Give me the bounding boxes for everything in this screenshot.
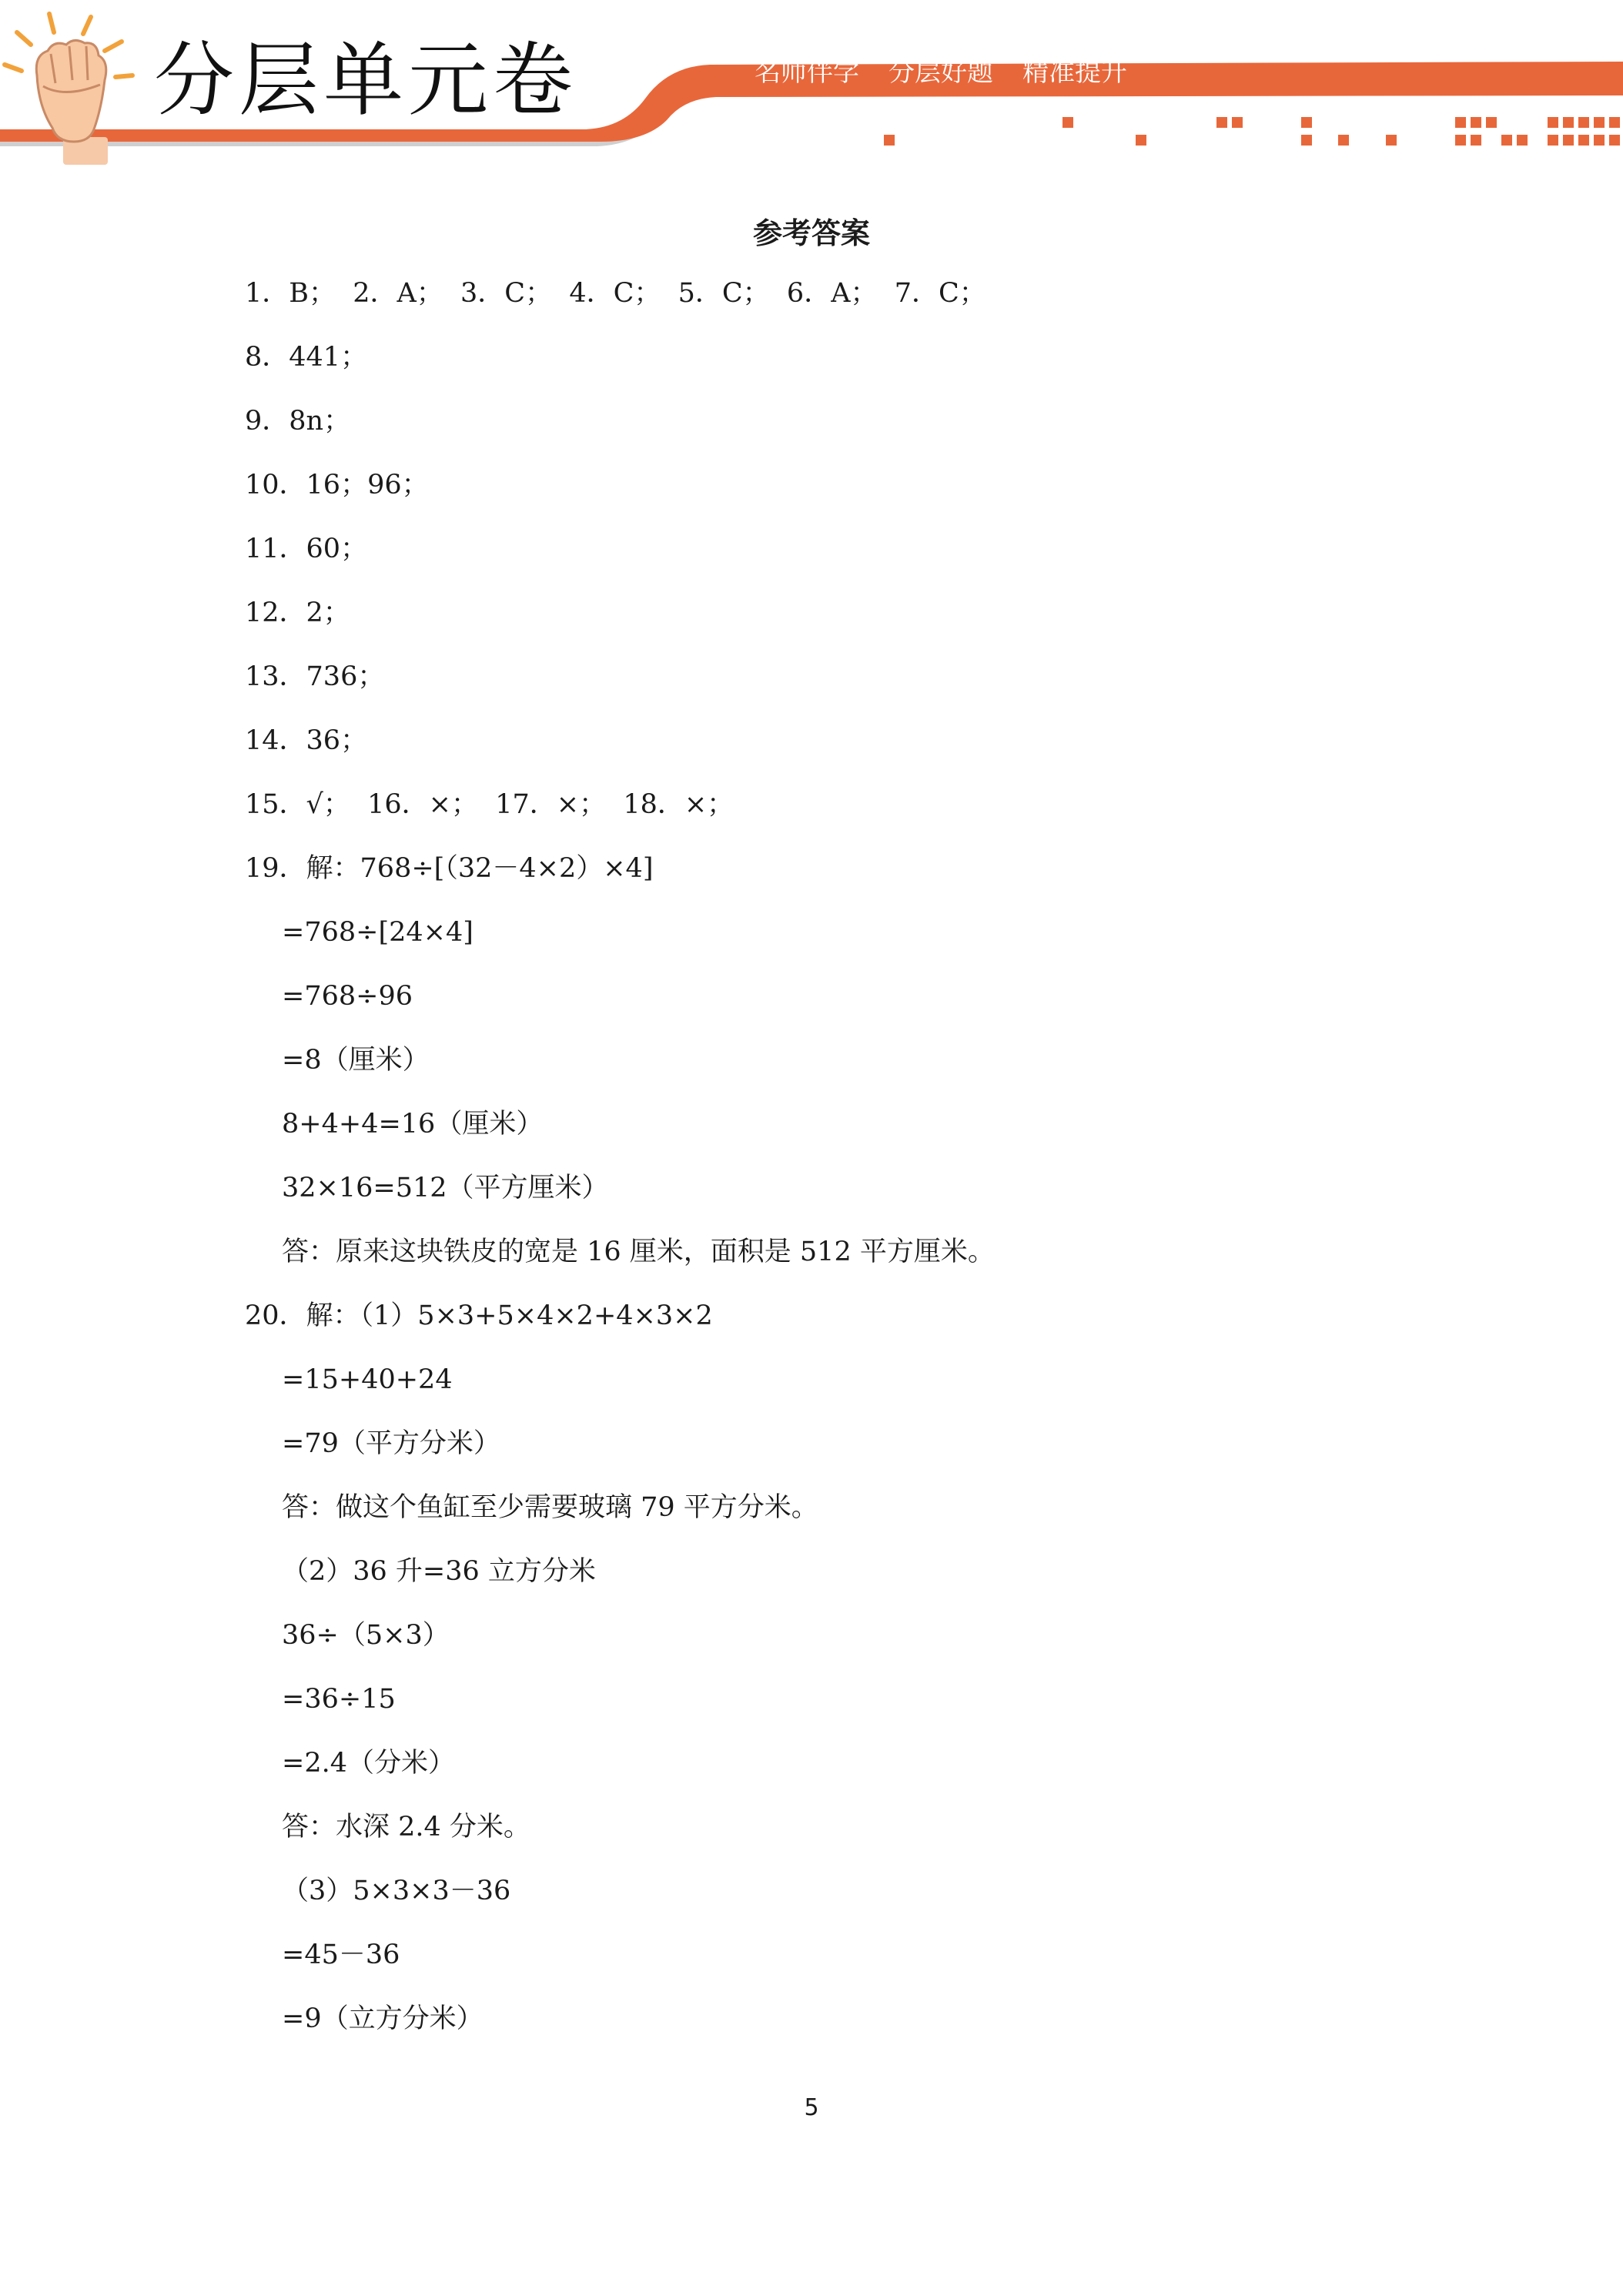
answer-line: 答：原来这块铁皮的宽是 16 厘米，面积是 512 平方厘米。 bbox=[282, 1237, 995, 1267]
answer-line: =36÷15 bbox=[282, 1684, 396, 1715]
answer-line: 14．36； bbox=[245, 725, 368, 756]
answer-line: 36÷（5×3） bbox=[282, 1620, 450, 1651]
page-number: 5 bbox=[804, 2094, 819, 2121]
page-header bbox=[0, 0, 1623, 166]
answer-line: =768÷[24×4] bbox=[282, 917, 474, 948]
answer-line: =79（平方分米） bbox=[282, 1428, 500, 1459]
answer-line: 19．解：768÷[（32－4×2）×4] bbox=[245, 853, 654, 884]
answer-list bbox=[245, 273, 995, 2063]
answer-line: 13．736； bbox=[245, 661, 385, 692]
answer-line: =8（厘米） bbox=[282, 1045, 430, 1076]
answer-line: =768÷96 bbox=[282, 981, 413, 1012]
answer-line: 答：做这个鱼缸至少需要玻璃 79 平方分米。 bbox=[282, 1492, 818, 1523]
slogan-item: 名师伴学 bbox=[755, 57, 859, 88]
answer-line: （2）36 升=36 立方分米 bbox=[282, 1556, 596, 1587]
answer-line: =2.4（分米） bbox=[282, 1748, 455, 1779]
answer-line: 8+4+4=16（厘米） bbox=[282, 1109, 544, 1140]
answer-line: 8．441； bbox=[245, 342, 368, 373]
answer-line: （3）5×3×3－36 bbox=[282, 1876, 511, 1906]
answer-line: =15+40+24 bbox=[282, 1364, 453, 1395]
answer-line: 11．60； bbox=[245, 534, 368, 564]
answer-line: =9（立方分米） bbox=[282, 2003, 484, 2034]
header-slogan bbox=[755, 57, 1156, 88]
brand-title: 分层单元卷 bbox=[154, 33, 578, 127]
slogan-item: 分层好题 bbox=[888, 57, 993, 88]
answer-line: 15．√； 16．×； 17．×； 18．×； bbox=[245, 789, 735, 820]
answer-line: 32×16=512（平方厘米） bbox=[282, 1173, 609, 1203]
answer-line: 1．B； 2．A； 3．C； 4．C； 5．C； 6．A； 7．C； bbox=[245, 278, 986, 309]
answer-line: 答：水深 2.4 分米。 bbox=[282, 1812, 530, 1842]
slogan-item: 精准提升 bbox=[1022, 57, 1127, 88]
decorative-squares bbox=[884, 117, 1620, 146]
answer-line: 20．解：（1）5×3+5×4×2+4×3×2 bbox=[245, 1300, 713, 1331]
answer-line: 12．2； bbox=[245, 597, 350, 628]
answer-line: 9．8n； bbox=[245, 406, 351, 437]
answer-line: =45－36 bbox=[282, 1940, 400, 1970]
answer-line: 10．16；96； bbox=[245, 470, 429, 500]
document-title: 参考答案 bbox=[752, 216, 870, 250]
